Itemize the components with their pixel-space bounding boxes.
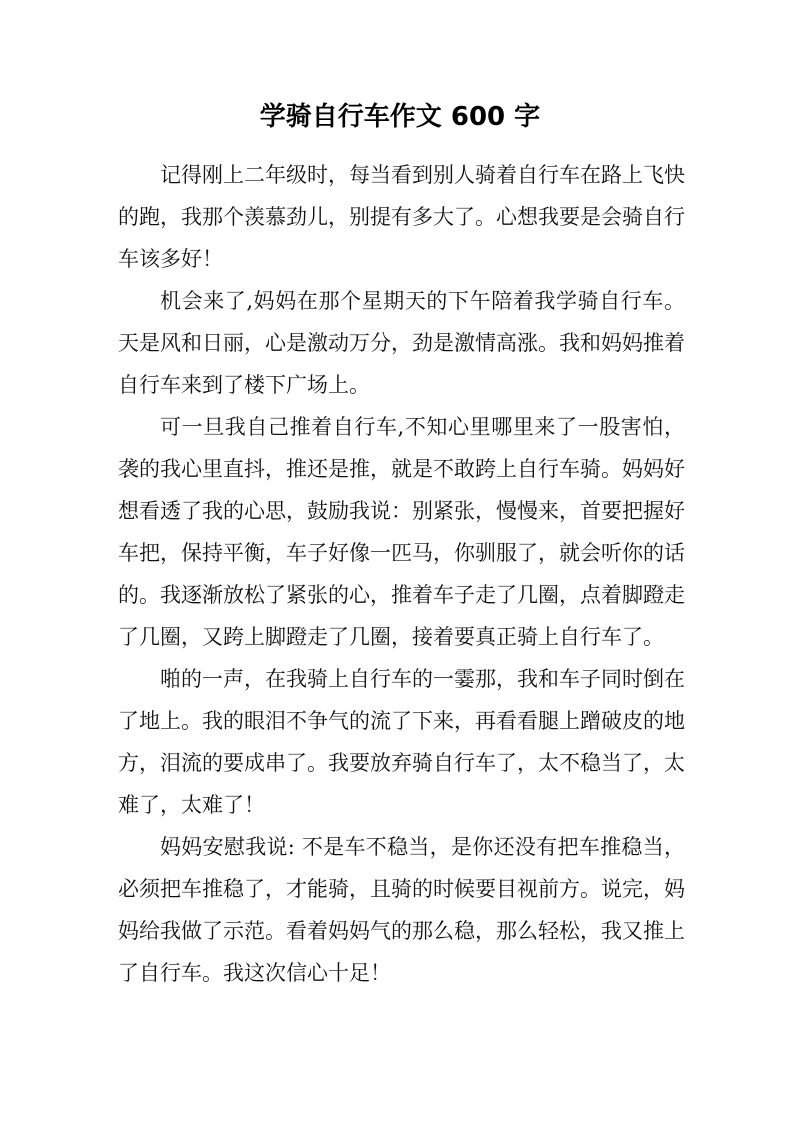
paragraph: 记得刚上二年级时，每当看到别人骑着自行车在路上飞快的跑，我那个羡慕劲儿，别提有多大了。心想我要是会骑自行车该多好！ — [118, 163, 685, 271]
paragraph: 可一旦我自己推着自行车,不知心里哪里来了一股害怕，袭的我心里直抖，推还是推，就是不敢跨上自行车骑。妈妈好想看透了我的心思，鼓励我说：别紧张，慢慢来，首要把握好车把，保持平衡，车子好像一匹马，你驯服了，就会听你的话的。我逐渐放松了紧张的心，推着车子走了几圈，点着脚蹬走了几圈，又跨上脚蹬走了几圈，接着要真正骑上自行车了。 — [118, 415, 685, 649]
paragraph: 啪的一声，在我骑上自行车的一霎那，我和车子同时倒在了地上。我的眼泪不争气的流了下来，再看看腿上蹭破皮的地方，泪流的要成串了。我要放弃骑自行车了，太不稳当了，太难了，太难了！ — [118, 667, 685, 817]
paragraph: 机会来了,妈妈在那个星期天的下午陪着我学骑自行车。天是风和日丽，心是激动万分，劲是激情高涨。我和妈妈推着自行车来到了楼下广场上。 — [118, 289, 685, 397]
essay-body — [118, 154, 685, 994]
document-title: 学骑自行车作文 600 字 — [259, 102, 541, 132]
paragraph: 妈妈安慰我说: 不是车不稳当，是你还没有把车推稳当，必须把车推稳了，才能骑，且骑的时候要目视前方。说完，妈妈给我做了示范。看着妈妈气的那么稳，那么轻松，我又推上了自行车。我这次信心十足！ — [118, 835, 685, 985]
